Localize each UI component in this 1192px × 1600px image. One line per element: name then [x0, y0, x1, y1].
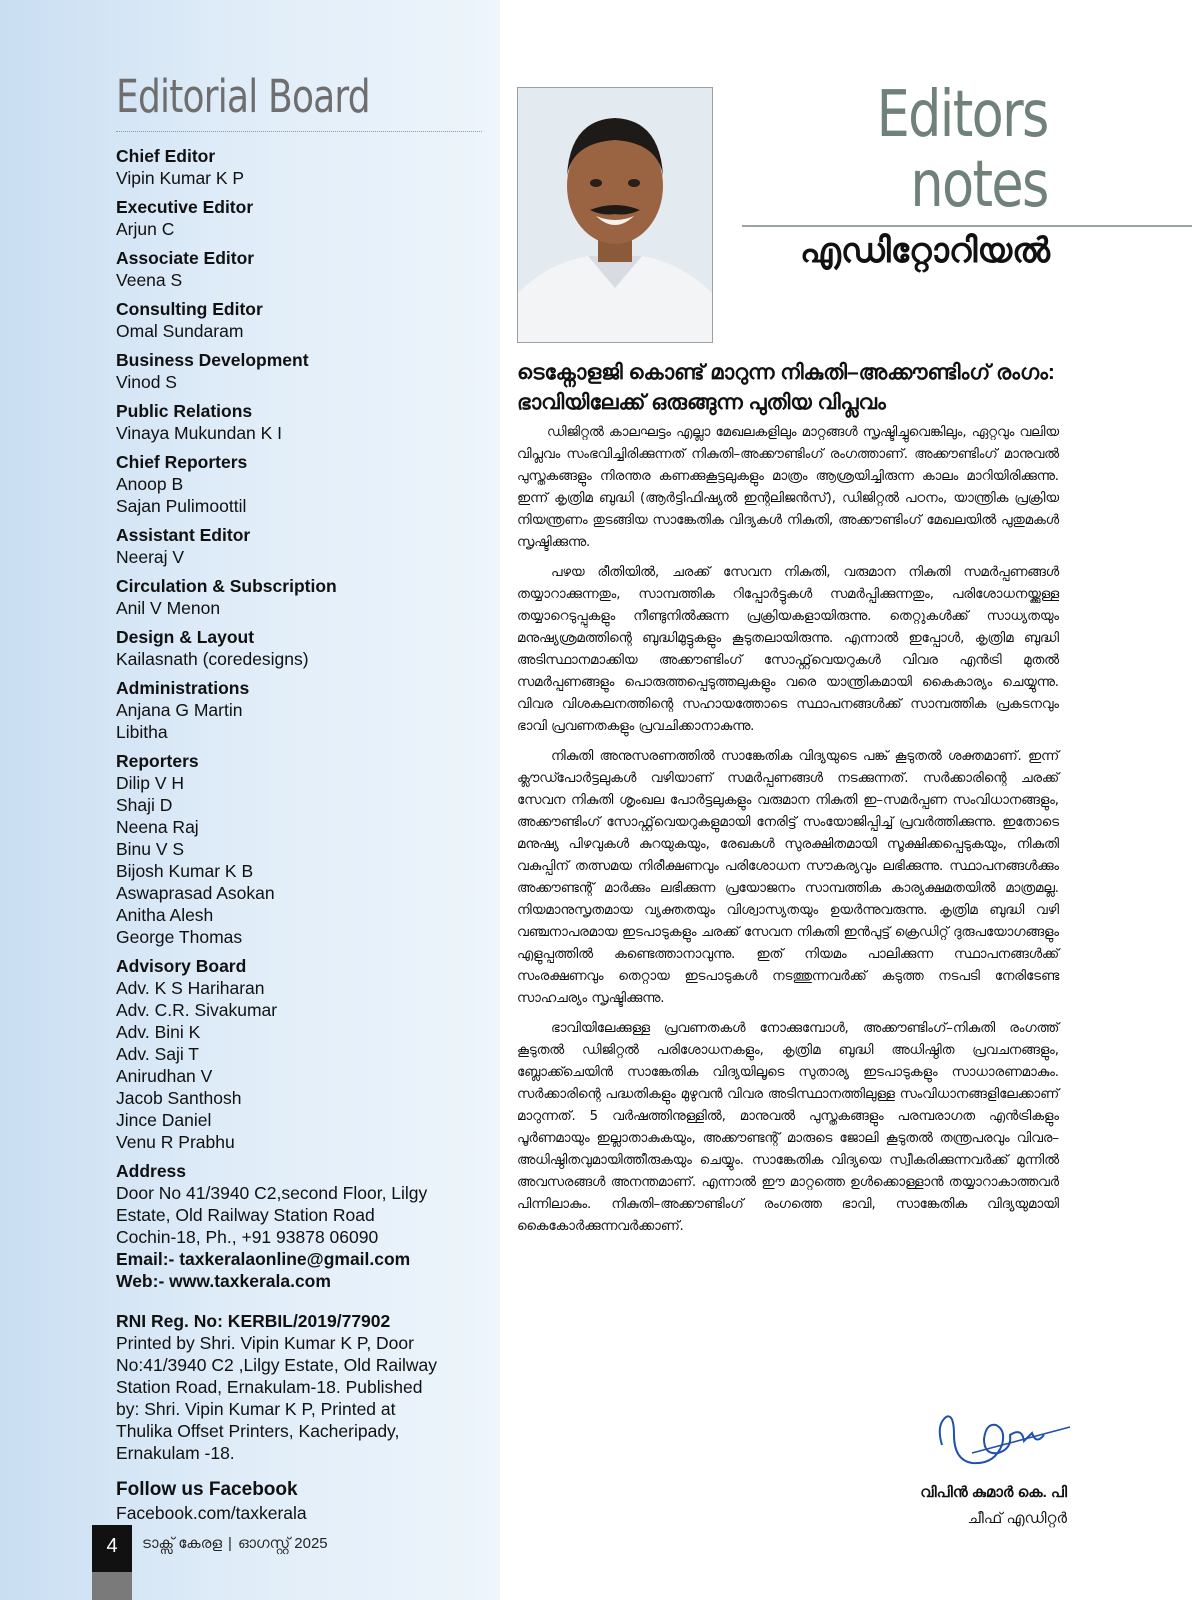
article-paragraph: ഡിജിറ്റൽ കാലഘട്ടം എല്ലാ മേഖലകളിലും മാറ്റങ്ങൾ സൃഷ്ടിച്ചുവെങ്കിലും, ഏറ്റവും വലിയ വിപ്ലവം സംഭവിച്ചിരിക്കുന്നത് നികുതി–അക്കൗണ്ടിംഗ് രംഗത്താണ്. അക്കൗണ്ടിംഗ് മാനുവൽ പുസ്തകങ്ങളും നിരന്തര കണക്കുകൂട്ടലുകളും മാത്രം ആശ്രയിച്ചിരുന്ന കാലം മാറിയിരിക്കുന്നു. ഇന്ന് കൃത്രിമ ബുദ്ധി (ആർട്ടിഫിഷ്യൽ ഇന്റലിജൻസ്), ഡിജിറ്റൽ പഠനം, യാന്ത്രിക പ്രക്രിയ നിയന്ത്രണം തുടങ്ങിയ സാങ്കേതിക വിദ്യകൾ നികുതി, അക്കൗണ്ടിംഗ് മേഖലയിൽ പുതുമകൾ സൃഷ്ടിക്കുന്നു.	[517, 425, 1059, 550]
address-line: Cochin-18, Ph., +91 93878 06090	[116, 1227, 379, 1247]
member-name: Anjana G Martin	[116, 700, 243, 720]
member-name: Neena Raj	[116, 817, 199, 837]
footer-divider: |	[228, 1535, 232, 1552]
board-section	[116, 247, 496, 291]
address-label: Address	[116, 1161, 187, 1181]
member-name: Bijosh Kumar K B	[116, 861, 254, 881]
board-section	[116, 626, 496, 670]
section-label: Chief Editor	[116, 146, 216, 166]
member-name: Sajan Pulimoottil	[116, 496, 247, 516]
section-label: Circulation & Subscription	[116, 576, 337, 596]
member-name: Venu R Prabhu	[116, 1132, 235, 1152]
member-name: Shaji D	[116, 795, 173, 815]
print-line: No:41/3940 C2 ,Lilgy Estate, Old Railway	[116, 1355, 437, 1375]
follow-label: Follow us Facebook	[116, 1479, 298, 1500]
title-line-1: Editors	[876, 78, 1048, 152]
board-section	[116, 451, 496, 517]
follow-block	[116, 1478, 496, 1524]
member-name: Jince Daniel	[116, 1110, 212, 1130]
editorial-board-title: Editorial Board	[116, 70, 370, 123]
section-label: Reporters	[116, 751, 199, 771]
title-underline	[742, 225, 1192, 227]
board-section	[116, 955, 496, 1153]
member-name: Veena S	[116, 270, 183, 290]
print-line: by: Shri. Vipin Kumar K P, Printed at	[116, 1399, 396, 1419]
section-label: Design & Layout	[116, 627, 255, 647]
member-name: Omal Sundaram	[116, 321, 244, 341]
member-name: George Thomas	[116, 927, 243, 947]
board-section	[116, 400, 496, 444]
section-label: Advisory Board	[116, 956, 247, 976]
member-name: Adv. Bini K	[116, 1022, 201, 1042]
print-line: Station Road, Ernakulam-18. Published	[116, 1377, 423, 1397]
member-name: Jacob Santhosh	[116, 1088, 242, 1108]
section-label: Assistant Editor	[116, 525, 251, 545]
section-label: Associate Editor	[116, 248, 255, 268]
print-line: Printed by Shri. Vipin Kumar K P, Door	[116, 1333, 414, 1353]
board-section	[116, 524, 496, 568]
rni-label: RNI Reg. No: KERBIL/2019/77902	[116, 1311, 391, 1331]
article-paragraph: നികുതി അനുസരണത്തിൽ സാങ്കേതിക വിദ്യയുടെ പങ്ക് കൂടുതൽ ശക്തമാണ്. ഇന്ന് ക്ലൗഡ്പോർട്ടലുകൾ വഴിയാണ് സമർപ്പണങ്ങൾ നടക്കുന്നത്. സർക്കാരിന്റെ ചരക്ക് സേവന നികുതി ശൃംഖല പോർട്ടലുകളും വരുമാന നികുതി ഇ–സമർപ്പണ സംവിധാനങ്ങളും, അക്കൗണ്ടിംഗ് സോഫ്റ്റ്‌വെയറുകളുമായി നേരിട്ട് സംയോജിപ്പിച്ച് പ്രവർത്തിക്കുന്നു. ഇതോടെ മനുഷ്യ പിഴവുകൾ കുറയുകയും, രേഖകൾ സുരക്ഷിതമായി സൂക്ഷിക്കപ്പെടുകയും, നികുതി വകുപ്പിന് തത്സമയ നിരീക്ഷണവും പരിശോധന സൗകര്യവും ലഭിക്കുന്നു. സ്ഥാപനങ്ങൾക്കും അക്കൗണ്ടന്റ് മാർക്കും ലഭിക്കുന്ന പ്രയോജനം സാമ്പത്തിക കാര്യക്ഷമതയിൽ മാത്രമല്ല. നിയമാനുസൃതമായ വ്യക്തതയും വിശ്വാസ്യതയും ഉയർന്നുവരുന്നു. കൃത്രിമ ബുദ്ധി വഴി വഞ്ചനാപരമായ ഇടപാടുകളും ചരക്ക് സേവന നികുതി ഇൻപുട്ട് ക്രെഡിറ്റ് ദുരുപയോഗങ്ങളും എളുപ്പത്തിൽ കണ്ടെത്താനാവുന്നു. ഇത് നിയമം പാലിക്കുന്ന സ്ഥാപനങ്ങൾക്ക് സംരക്ഷണവും തെറ്റായ ഇടപാടുകൾ നടത്തുന്നവർക്ക് കടുത്ത നടപടി നേരിടേണ്ട സാഹചര്യം സൃഷ്ടിക്കുന്നു.	[517, 749, 1059, 1006]
member-name: Kailasnath (coredesigns)	[116, 649, 309, 669]
member-name: Anil V Menon	[116, 598, 221, 618]
editorial-board-sidebar	[0, 0, 500, 1600]
board-section	[116, 575, 496, 619]
member-name: Anitha Alesh	[116, 905, 214, 925]
member-name: Aswaprasad Asokan	[116, 883, 275, 903]
member-name: Adv. Saji T	[116, 1044, 199, 1064]
signature-role: ചീഫ് എഡിറ്റർ	[967, 1510, 1067, 1527]
address-block	[116, 1160, 496, 1292]
board-section	[116, 677, 496, 743]
member-name: Binu V S	[116, 839, 185, 859]
member-name: Adv. C.R. Sivakumar	[116, 1000, 278, 1020]
editor-portrait-icon	[518, 88, 712, 342]
facebook-link[interactable]: Facebook.com/taxkerala	[116, 1503, 307, 1523]
page-number: 4	[106, 1535, 118, 1557]
address-line: Estate, Old Railway Station Road	[116, 1205, 375, 1225]
board-section	[116, 298, 496, 342]
member-name: Vinod S	[116, 372, 177, 392]
section-label: Executive Editor	[116, 197, 254, 217]
malayalam-editorial-title: എഡിറ്റോറിയൽ	[799, 232, 1050, 270]
rni-block	[116, 1310, 496, 1464]
board-section	[116, 145, 496, 189]
board-section	[116, 196, 496, 240]
web-text: Web:- www.taxkerala.com	[116, 1271, 331, 1291]
member-name: Arjun C	[116, 219, 175, 239]
editorial-board-list	[116, 145, 496, 1531]
member-name: Dilip V H	[116, 773, 185, 793]
email-text: Email:- taxkeralaonline@gmail.com	[116, 1249, 411, 1269]
section-label: Public Relations	[116, 401, 253, 421]
print-line: Ernakulam -18.	[116, 1443, 235, 1463]
signature-name: വിപിൻ കുമാർ കെ. പി	[920, 1484, 1067, 1501]
section-label: Administrations	[116, 678, 250, 698]
board-section	[116, 349, 496, 393]
member-name: Libitha	[116, 722, 168, 742]
article-body	[517, 422, 1059, 1246]
article-headline: ടെക്നോളജി കൊണ്ട് മാറുന്ന നികുതി–അക്കൗണ്ടിംഗ് രംഗം: ഭാവിയിലേക്ക് ഒരുങ്ങുന്ന പുതിയ വിപ്ലവം	[517, 361, 1055, 414]
editors-notes-title	[839, 80, 1048, 220]
section-label: Chief Reporters	[116, 452, 248, 472]
title-divider	[116, 131, 482, 132]
signature-icon	[932, 1405, 1072, 1475]
member-name: Adv. K S Hariharan	[116, 978, 265, 998]
footer-masthead	[142, 1535, 328, 1552]
member-name: Neeraj V	[116, 547, 185, 567]
editor-photo	[517, 87, 713, 343]
page-number-bar-accent	[92, 1572, 132, 1600]
member-name: Vinaya Mukundan K I	[116, 423, 283, 443]
section-label: Business Development	[116, 350, 309, 370]
print-line: Thulika Offset Printers, Kacheripady,	[116, 1421, 400, 1441]
article-paragraph: പഴയ രീതിയിൽ, ചരക്ക് സേവന നികുതി, വരുമാന നികുതി സമർപ്പണങ്ങൾ തയ്യാറാക്കുന്നതും, സാമ്പത്തിക റിപ്പോർട്ടുകൾ സമർപ്പിക്കുന്നതും, പരിശോധനയ്ക്കുള്ള തയ്യാറെടുപ്പുകളും നീണ്ടുനിൽക്കുന്ന പ്രക്രിയകളായിരുന്നു. തെറ്റുകൾക്ക് സാധ്യതയും മനുഷ്യശ്രമത്തിന്റെ ബുദ്ധിമുട്ടുകളും കൂടുതലായിരുന്നു. എന്നാൽ ഇപ്പോൾ, കൃത്രിമ ബുദ്ധി അടിസ്ഥാനമാക്കിയ അക്കൗണ്ടിംഗ് സോഫ്റ്റ്‌വെയറുകൾ വിവര എൻട്രി മുതൽ സമർപ്പണങ്ങളും പൊരുത്തപ്പെടുത്തലുകളും വരെ യാന്ത്രികമായി കൈകാര്യം ചെയ്യുന്നു. വിവര വിശകലനത്തിന്റെ സഹായത്തോടെ സ്ഥാപനങ്ങൾക്ക് സാമ്പത്തിക പ്രകടനവും ഭാവി പ്രവണതകളും പ്രവചിക്കാനാകുന്നു.	[517, 565, 1059, 734]
address-line: Door No 41/3940 C2,second Floor, Lilgy	[116, 1183, 428, 1203]
member-name: Anirudhan V	[116, 1066, 213, 1086]
member-name: Anoop B	[116, 474, 184, 494]
board-section	[116, 750, 496, 948]
issue-date: ഓഗസ്റ്റ് 2025	[237, 1535, 328, 1552]
member-name: Vipin Kumar K P	[116, 168, 245, 188]
section-label: Consulting Editor	[116, 299, 263, 319]
title-line-2: notes	[910, 148, 1048, 222]
article-paragraph: ഭാവിയിലേക്കുള്ള പ്രവണതകൾ നോക്കുമ്പോൾ, അക്കൗണ്ടിംഗ്–നികുതി രംഗത്ത് കൂടുതൽ ഡിജിറ്റൽ പരിശോധനകളും, കൃത്രിമ ബുദ്ധി അധിഷ്ഠിത പ്രവചനങ്ങളും, ബ്ലോക്ക്ചെയിൻ സാങ്കേതിക വിദ്യയിലൂടെ സുതാര്യ ഇടപാടുകളും സാധാരണമാകും. സർക്കാരിന്റെ പദ്ധതികളും മുഴുവൻ വിവര അടിസ്ഥാനത്തിലുള്ള സംവിധാനങ്ങളിലേക്കാണ് മാറുന്നത്. 5 വർഷത്തിനുള്ളിൽ, മാനുവൽ പുസ്തകങ്ങളും പരമ്പരാഗത എൻട്രികളും പൂർണമായും ഇല്ലാതാകുകയും, അക്കൗണ്ടന്റ് മാരുടെ ജോലി കൂടുതൽ തന്ത്രപരവും വിവര–അധിഷ്ഠിതവുമായിത്തീരുകയും ചെയ്യും. സാങ്കേതിക വിദ്യയെ സ്വീകരിക്കുന്നവർക്ക് മുന്നിൽ അവസരങ്ങൾ അനന്തമാണ്. എന്നാൽ ഈ മാറ്റത്തെ ഉൾക്കൊള്ളാൻ തയ്യാറാകാത്തവർ പിന്നിലാകും. നികുതി–അക്കൗണ്ടിംഗ് രംഗത്തെ ഭാവി, സാങ്കേതിക വിദ്യയുമായി കൈകോർക്കുന്നവർക്കാണ്.	[517, 1021, 1059, 1234]
magazine-name: ടാക്സ് കേരള	[142, 1535, 223, 1552]
